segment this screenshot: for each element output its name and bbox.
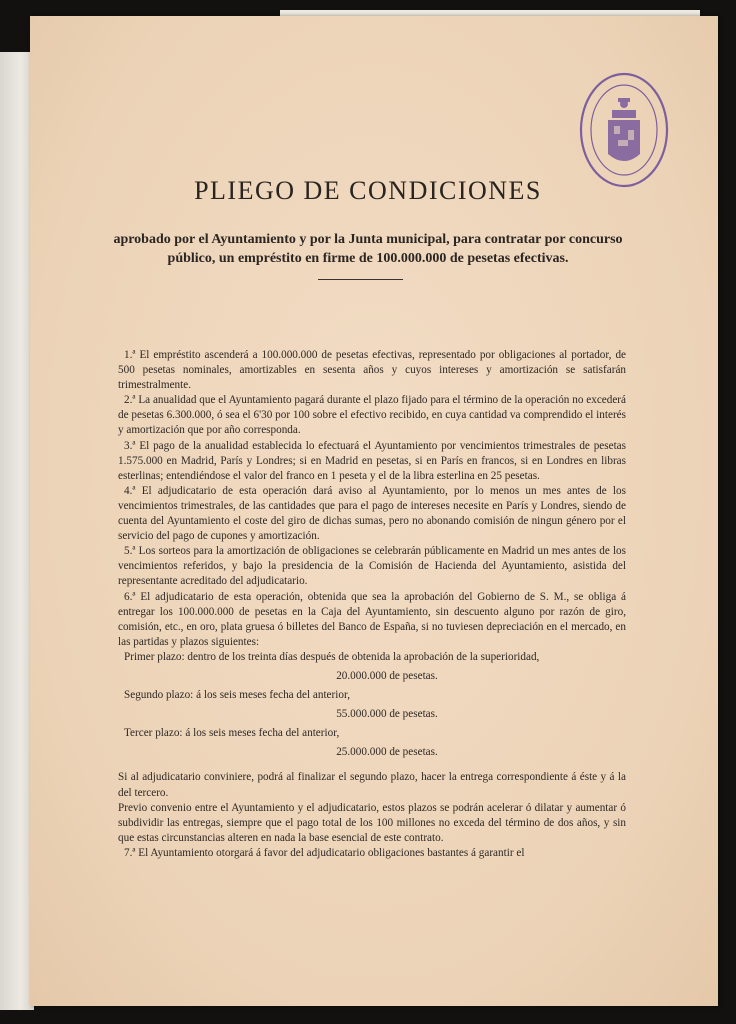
clause-number: 3.ª bbox=[124, 439, 136, 452]
clause-6 bbox=[118, 590, 626, 650]
clause-7 bbox=[118, 846, 626, 861]
clause-text: El Ayuntamiento otorgará á favor del adjudicatario obligaciones bastantes á garantir el bbox=[138, 846, 525, 859]
installment-3-amount: 25.000.000 de pesetas. bbox=[336, 746, 438, 759]
clause-number: 2.ª bbox=[124, 394, 136, 407]
clause-text: La anualidad que el Ayuntamiento pagará durante el plazo fijado para el término de la operación no excederá de pesetas 6.300.000, ó sea el 6'30 por 100 sobre el efectivo recibido, en cuya cantidad va comprendido el interés y amortización que por año corresponda. bbox=[118, 394, 626, 437]
clause-2 bbox=[118, 393, 626, 438]
clause-number: 1.ª bbox=[124, 349, 136, 361]
clause-number: 7.ª bbox=[124, 846, 136, 859]
document-body bbox=[118, 348, 626, 861]
installment-2-amount: 55.000.000 de pesetas. bbox=[336, 708, 438, 721]
clause-1 bbox=[118, 348, 626, 393]
municipal-seal-stamp bbox=[578, 70, 670, 190]
clause-3 bbox=[118, 439, 626, 484]
clause-4 bbox=[118, 484, 626, 544]
clause-5 bbox=[118, 544, 626, 589]
document-subtitle: aprobado por el Ayuntamiento y por la Junta municipal, para contratar por concurso público, un empréstito en firme de 100.000.000 de pesetas efectivas. bbox=[113, 232, 623, 266]
clause-text: El adjudicatario de esta operación, obtenida que sea la aprobación del Gobierno de S. M., se obliga á entregar los 100.000.000 de pesetas en la Caja del Ayuntamiento, sin descuento alguno por razón de giro, comisión, etc., en oro, plata gruesa ó billetes del Banco de España, si no tuviesen depreciación en el mercado, en las partidas y plazos siguientes: bbox=[118, 590, 627, 648]
installment-1-amount: 20.000.000 de pesetas. bbox=[336, 669, 438, 682]
clause-text: El empréstito ascenderá a 100.000.000 de pesetas efectivas, representado por obligaciones al portador, de 500 pesetas nominales, amortizables en sesenta años y cuyos intereses y amortización se satisfarán trimestralmente. bbox=[118, 349, 626, 392]
installment-1-label: Primer plazo: dentro de los treinta días después de obtenida la aprobación de la superioridad, bbox=[124, 650, 540, 663]
clause-text: Los sorteos para la amortización de obligaciones se celebrarán públicamente en Madrid un mes antes de los vencimientos referidos, y bajo la presidencia de la Comisión de Hacienda del Ayuntamiento, asistida del representante acreditado del adjudicatario. bbox=[118, 545, 627, 588]
title-divider bbox=[318, 279, 403, 280]
clause-text: El adjudicatario de esta operación dará aviso al Ayuntamiento, por lo menos un mes antes de los vencimientos trimestrales, de las cantidades que para el pago de intereses necesite en París y Londres, siendo de cuenta del Ayuntamiento el coste del giro de dichas sumas, pero no abonando comisión de ningun género por el servicio del pago de cupones y amortización. bbox=[118, 484, 626, 543]
after-installments-1: Si al adjudicatario conviniere, podrá al finalizar el segundo plazo, hacer la entrega correspondiente á éste y á la del tercero. bbox=[118, 771, 626, 799]
clause-text: El pago de la anualidad establecida lo efectuará el Ayuntamiento por vencimientos trimestrales de pesetas 1.575.000 en Madrid, París y Londres; si en Madrid en pesetas, si en París en francos, si en Londres en libras esterlinas; entendiéndose el valor del franco en 1 peseta y el de la libra esterlina en 25 pesetas. bbox=[118, 439, 627, 482]
installment-3-label: Tercer plazo: á los seis meses fecha del anterior, bbox=[124, 727, 340, 740]
document-title: PLIEGO DE CONDICIONES bbox=[194, 176, 542, 205]
clause-number: 6.ª bbox=[124, 590, 136, 603]
clause-number: 5.ª bbox=[124, 545, 136, 558]
after-installments-2: Previo convenio entre el Ayuntamiento y el adjudicatario, estos plazos se podrán acelerar ó dilatar y aumentar ó subdividir las entregas, siempre que el pago total de los 100 millones no exceda del término de dos años, y sin que estas circunstancias alteren en nada la base esencial de este contrato. bbox=[118, 801, 626, 844]
clause-number: 4.ª bbox=[124, 484, 136, 497]
installment-2-label: Segundo plazo: á los seis meses fecha del anterior, bbox=[124, 689, 351, 702]
